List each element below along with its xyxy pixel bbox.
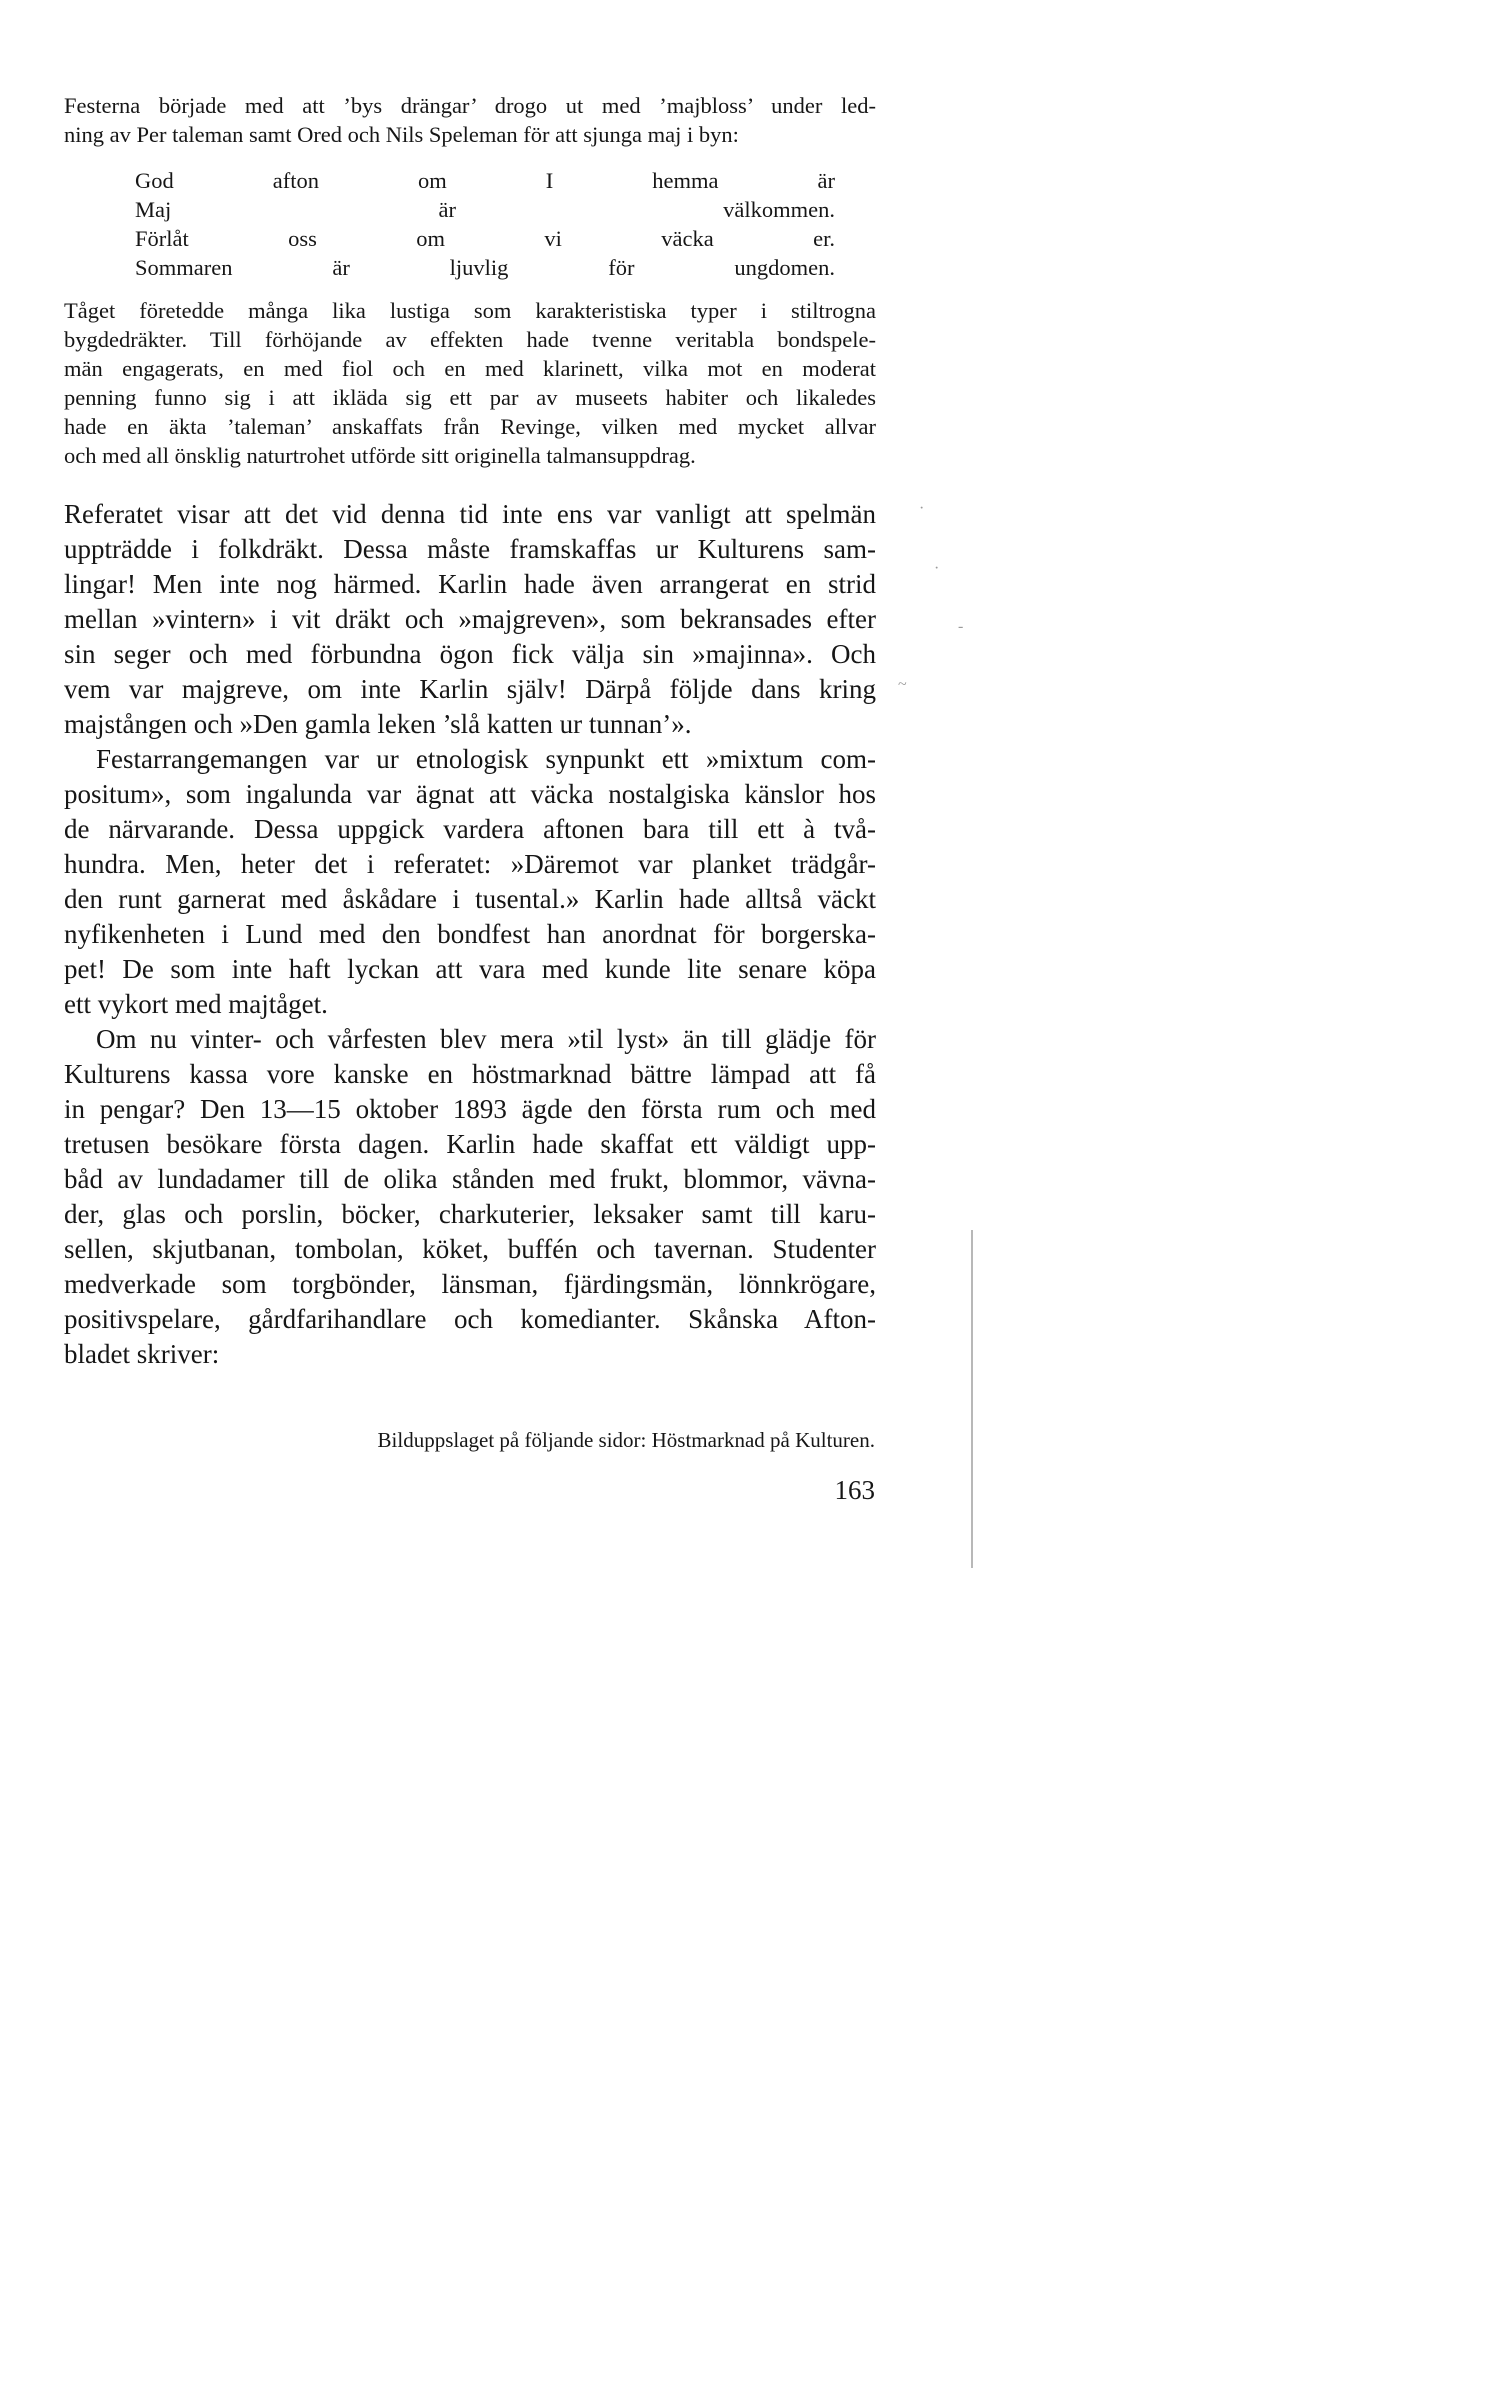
body-line: Kulturens kassa vore kanske en höstmarknad bättre lämpad att få	[64, 1059, 876, 1089]
scan-speck: ·	[919, 500, 925, 517]
body-line: hundra. Men, heter det i referatet: »Däremot var planket trädgår-	[64, 849, 876, 879]
body-line: mellan »vintern» i vit dräkt och »majgreven», som bekransades efter	[64, 604, 876, 634]
body-line: positum», som ingalunda var ägnat att väcka nostalgiska känslor hos	[64, 779, 876, 809]
quote-line: Festerna började med att ’bys drängar’ drogo ut med ’majbloss’ under led-	[64, 93, 876, 118]
quote-line: bygdedräkter. Till förhöjande av effekten hade tvenne veritabla bondspele-	[64, 327, 876, 352]
quote-line: ning av Per taleman samt Ored och Nils Speleman för att sjunga maj i byn:	[64, 122, 739, 147]
body-line: Referatet visar att det vid denna tid inte ens var vanligt att spelmän	[64, 499, 876, 529]
body-line: den runt garnerat med åskådare i tusental.» Karlin hade alltså väckt	[64, 884, 876, 914]
quote-line: och med all önsklig naturtrohet utförde sitt originella talmansuppdrag.	[64, 443, 696, 468]
body-line: bladet skriver:	[64, 1339, 220, 1369]
scan-speck: ·	[934, 560, 940, 577]
image-caption: Bilduppslaget på följande sidor: Höstmarknad på Kulturen.	[377, 1428, 875, 1452]
body-line: pet! De som inte haft lyckan att vara med kunde lite senare köpa	[64, 954, 876, 984]
body-line: sellen, skjutbanan, tombolan, köket, buffén och tavernan. Studenter	[64, 1234, 876, 1264]
quote-line: hade en äkta ’taleman’ anskaffats från Revinge, vilken med mycket allvar	[64, 414, 876, 439]
page-number: 163	[834, 1475, 875, 1505]
body-line: uppträdde i folkdräkt. Dessa måste framskaffas ur Kulturens sam-	[64, 534, 876, 564]
poem-line: Maj är välkommen.	[135, 197, 835, 222]
quote-line: Tåget företedde många lika lustiga som karakteristiska typer i stiltrogna	[64, 298, 876, 323]
body-line: tretusen besökare första dagen. Karlin hade skaffat ett väldigt upp-	[64, 1129, 876, 1159]
quote-line: penning funno sig i att ikläda sig ett par av museets habiter och likaledes	[64, 385, 876, 410]
scan-speck: ~	[898, 676, 907, 693]
scan-speck: ‑	[958, 618, 964, 635]
body-line: majstången och »Den gamla leken ’slå katten ur tunnan’».	[64, 709, 692, 739]
body-line: båd av lundadamer till de olika stånden med frukt, blommor, vävna-	[64, 1164, 876, 1194]
body-line: Festarrangemangen var ur etnologisk synpunkt ett »mixtum com-	[96, 744, 876, 774]
body-line: Om nu vinter- och vårfesten blev mera »til lyst» än till glädje för	[96, 1024, 876, 1054]
body-line: positivspelare, gårdfarihandlare och komedianter. Skånska Afton-	[64, 1304, 876, 1334]
body-line: nyfikenheten i Lund med den bondfest han anordnat för borgerska-	[64, 919, 876, 949]
body-line: in pengar? Den 13—15 oktober 1893 ägde den första rum och med	[64, 1094, 876, 1124]
poem-line: Sommaren är ljuvlig för ungdomen.	[135, 255, 835, 280]
body-line: ett vykort med majtåget.	[64, 989, 328, 1019]
body-line: medverkade som torgbönder, länsman, fjärdingsmän, lönnkrögare,	[64, 1269, 876, 1299]
body-line: vem var majgreve, om inte Karlin själv! Därpå följde dans kring	[64, 674, 876, 704]
body-line: lingar! Men inte nog härmed. Karlin hade även arrangerat en strid	[64, 569, 876, 599]
body-line: sin seger och med förbundna ögon fick välja sin »majinna». Och	[64, 639, 876, 669]
book-page	[0, 0, 983, 1568]
body-line: de närvarande. Dessa uppgick vardera aftonen bara till ett à två-	[64, 814, 876, 844]
poem-line: God afton om I hemma är	[135, 168, 835, 193]
quote-line: män engagerats, en med fiol och en med klarinett, vilka mot en moderat	[64, 356, 876, 381]
body-line: der, glas och porslin, böcker, charkuterier, leksaker samt till karu-	[64, 1199, 876, 1229]
scan-edge-line	[971, 1230, 973, 1568]
poem-line: Förlåt oss om vi väcka er.	[135, 226, 835, 251]
